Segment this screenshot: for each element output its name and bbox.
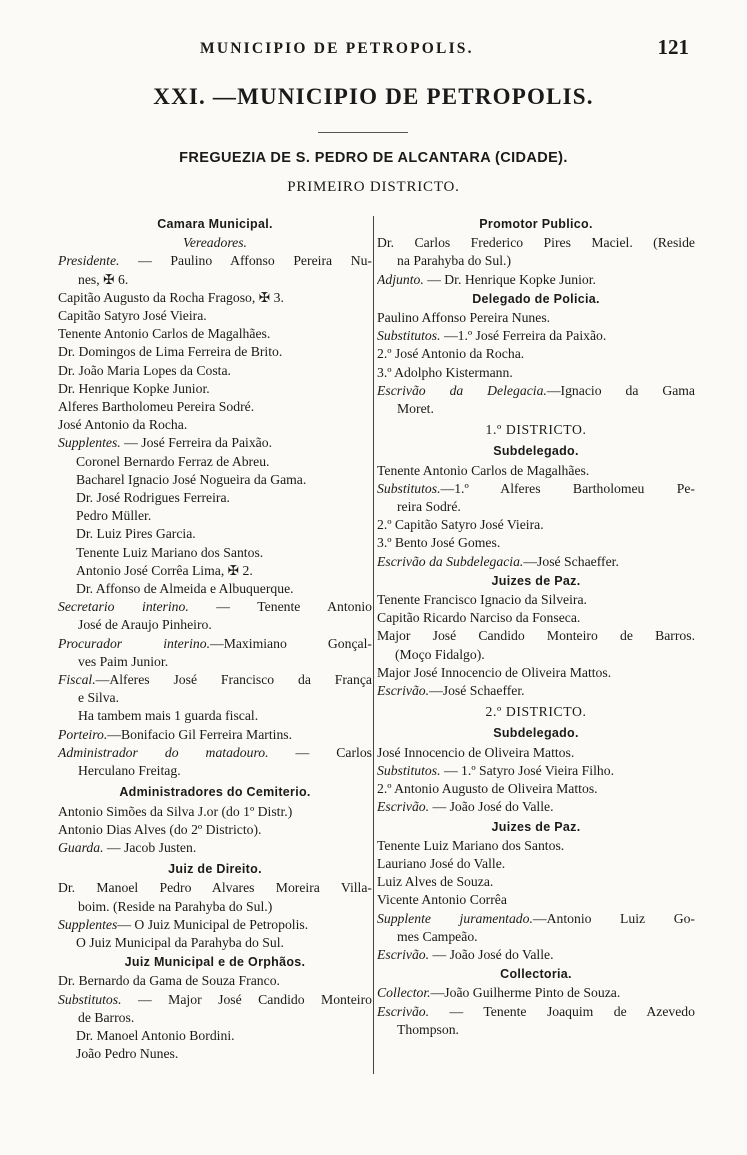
entry-jd-supplentes-cont: O Juiz Municipal da Parahyba do Sul.	[76, 934, 284, 950]
label-supplentes: Supplentes.	[58, 435, 121, 451]
label-collector: Collector.	[377, 985, 431, 1001]
entry-vereador: Dr. Domingos de Lima Ferreira de Brito.	[58, 344, 283, 360]
text-supplentes: — José Ferreira da Paixão.	[120, 435, 273, 451]
entry-supplente: Bacharel Ignacio José Nogueira da Gama.	[76, 471, 307, 487]
text-coll-escrivao: — Tenente Joaquim de Azevedo	[429, 1003, 695, 1019]
entry-juiz-paz: Lauriano José do Valle.	[377, 855, 506, 871]
entry-vereador: Alferes Bartholomeu Pereira Sodré.	[58, 399, 255, 415]
entry-presidente-cont: nes, ✠ 6.	[78, 271, 129, 287]
entry-vereador: José Antonio da Rocha.	[58, 417, 188, 433]
entry-adjunto	[377, 271, 695, 289]
label-porteiro: Porteiro.	[58, 726, 108, 742]
entry-jp1-escrivao	[377, 682, 695, 700]
title-rule	[318, 132, 408, 133]
label-jm-substitutos: Substitutos.	[58, 991, 122, 1007]
subheading-vereadores: Vereadores.	[183, 235, 247, 251]
entry-juiz-paz: Tenente Luiz Mariano dos Santos.	[377, 837, 565, 853]
entry-supplente: Coronel Bernardo Ferraz de Abreu.	[76, 453, 270, 469]
entry-sd1-substitutos	[377, 480, 695, 498]
label-sd1-substitutos: Substitutos.	[377, 480, 441, 496]
running-title: MUNICIPIO DE PETROPOLIS.	[200, 40, 474, 57]
section-heading-cemiterio: Administradores do Cemiterio.	[119, 785, 311, 800]
entry-procurador	[58, 635, 372, 653]
left-column	[58, 214, 372, 1063]
entry-juiz-paz: Major José Candido Monteiro de Barros.	[377, 628, 695, 644]
text-jp2-escrivao: — João José do Valle.	[429, 946, 554, 962]
district-title: PRIMEIRO DISTRICTO.	[287, 179, 460, 195]
entry-guarda	[58, 839, 372, 857]
text-collector: —João Guilherme Pinto de Souza.	[430, 985, 621, 1001]
entry-d-escrivao-cont: Moret.	[397, 401, 434, 417]
text-adjunto: — Dr. Henrique Kopke Junior.	[423, 271, 596, 287]
section-heading-juizes-paz-1: Juizes de Paz.	[491, 573, 581, 588]
district-heading-2: 2.º DISTRICTO.	[485, 704, 587, 720]
label-adjunto: Adjunto.	[377, 271, 424, 287]
entry-juiz-paz-cont: (Moço Fidalgo).	[395, 646, 485, 662]
entry-jm-substitutos-cont: de Barros.	[78, 1009, 135, 1025]
label-jd-supplentes: Supplentes	[58, 916, 118, 932]
text-sd1-substitutos: —1.º Alferes Bartholomeu Pe-	[440, 480, 695, 496]
entry-delegado: Paulino Affonso Pereira Nunes.	[377, 310, 551, 326]
text-sd2-escrivao: — João José do Valle.	[429, 799, 554, 815]
label-jp1-escrivao: Escrivão.	[377, 683, 430, 699]
entry-supplente: Tenente Luiz Mariano dos Santos.	[76, 544, 264, 560]
entry-subdelegado: Tenente Antonio Carlos de Magalhães.	[377, 462, 590, 478]
entry-cemiterio: Antonio Simões da Silva J.or (do 1º Distr.)	[58, 803, 293, 819]
entry-sd1-substituto: 3.º Bento José Gomes.	[377, 535, 501, 551]
page-number: 121	[657, 35, 689, 59]
section-heading-promotor: Promotor Publico.	[479, 217, 593, 231]
label-sd2-substitutos: Substitutos.	[377, 762, 441, 778]
entry-juiz-paz: Vicente Antonio Corrêa	[377, 892, 507, 908]
entry-sd1-substituto: 2.º Capitão Satyro José Vieira.	[377, 517, 544, 533]
entry-d-substituto: 3.º Adolpho Kistermann.	[377, 364, 513, 380]
entry-supplente: Dr. José Rodrigues Ferreira.	[76, 490, 230, 506]
entry-d-substitutos	[377, 327, 695, 345]
text-d-escrivao: —Ignacio da Gama	[546, 382, 695, 398]
chapter-title: XXI. —MUNICIPIO DE PETROPOLIS.	[153, 84, 594, 109]
entry-coll-escrivao	[377, 1003, 695, 1021]
entry-vereador: Tenente Antonio Carlos de Magalhães.	[58, 326, 271, 342]
entry-supplentes	[58, 434, 372, 452]
entry-vereador: Dr. João Maria Lopes da Costa.	[58, 362, 231, 378]
entry-sd1-escrivao	[377, 553, 695, 571]
entry-supplente: Pedro Müller.	[76, 508, 152, 524]
entry-procurador-cont: ves Paim Junior.	[78, 653, 169, 669]
entry-juiz-paz: Tenente Francisco Ignacio da Silveira.	[377, 592, 587, 608]
entry-vereador: Capitão Satyro José Vieira.	[58, 308, 207, 324]
entry-juiz-direito-cont: boim. (Reside na Parahyba do Sul.)	[78, 898, 273, 914]
text-sd1-escrivao: —José Schaeffer.	[523, 553, 619, 569]
label-d-escrivao: Escrivão da Delegacia.	[377, 382, 547, 398]
entry-juiz-municipal: Dr. Bernardo da Gama de Souza Franco.	[58, 973, 280, 989]
section-heading-juiz-municipal: Juiz Municipal e de Orphãos.	[124, 955, 306, 970]
section-heading-subdelegado-2: Subdelegado.	[493, 726, 579, 741]
entry-jm-substitutos	[58, 991, 372, 1009]
section-heading-collectoria: Collectoria.	[500, 967, 572, 982]
entry-d-substituto: 2.º José Antonio da Rocha.	[377, 346, 525, 362]
text-sd2-substitutos: — 1.º Satyro José Vieira Filho.	[440, 762, 615, 778]
parish-title: FREGUEZIA DE S. PEDRO DE ALCANTARA (CIDADE).	[179, 150, 568, 166]
entry-secretario	[58, 598, 372, 616]
entry-fiscal-cont: e Silva.	[78, 690, 120, 706]
entry-coll-escrivao-cont: Thompson.	[397, 1021, 459, 1037]
text-jp1-escrivao: —José Schaeffer.	[429, 683, 525, 699]
section-heading-delegado: Delegado de Policia.	[472, 291, 600, 306]
entry-vereador: Dr. Henrique Kopke Junior.	[58, 380, 210, 396]
entry-fiscal	[58, 671, 372, 689]
entry-vereador: Capitão Augusto da Rocha Fragoso, ✠ 3.	[58, 289, 284, 305]
text-presidente: — Paulino Affonso Pereira Nu-	[119, 253, 372, 269]
text-guarda: — Jacob Justen.	[103, 839, 197, 855]
entry-sd1-substitutos-cont: reira Sodré.	[397, 499, 461, 515]
entry-jp2-supplente-cont: mes Campeão.	[397, 928, 478, 944]
text-jp2-supplente: —Antonio Luiz Go-	[532, 910, 695, 926]
entry-supplente: Dr. Affonso de Almeida e Albuquerque.	[76, 581, 294, 597]
entry-supplente: Dr. Luiz Pires Garcia.	[76, 526, 196, 542]
entry-fiscal-extra: Ha tambem mais 1 guarda fiscal.	[78, 708, 259, 724]
label-d-substitutos: Substitutos.	[377, 328, 441, 344]
label-administrador: Administrador do matadouro.	[58, 744, 269, 760]
text-fiscal: —Alferes José Francisco da França	[95, 672, 372, 688]
text-porteiro: —Bonifacio Gil Ferreira Martins.	[107, 726, 293, 742]
entry-jp2-escrivao	[377, 946, 695, 964]
entry-secretario-cont: José de Araujo Pinheiro.	[78, 617, 212, 633]
district-heading-1: 1.º DISTRICTO.	[485, 422, 587, 438]
entry-supplente: Antonio José Corrêa Lima, ✠ 2.	[76, 562, 253, 578]
label-guarda: Guarda.	[58, 839, 104, 855]
label-sd1-escrivao: Escrivão da Subdelegacia.	[377, 553, 524, 569]
label-secretario: Secretario interino.	[58, 599, 189, 615]
entry-jm-substituto: João Pedro Nunes.	[76, 1046, 179, 1062]
text-jm-substitutos: — Major José Candido Monteiro	[121, 991, 372, 1007]
entry-d-escrivao	[377, 382, 695, 400]
label-coll-escrivao: Escrivão.	[377, 1003, 430, 1019]
entry-juiz-paz: Luiz Alves de Souza.	[377, 874, 494, 890]
entry-juiz-paz: Capitão Ricardo Narciso da Fonseca.	[377, 610, 581, 626]
text-secretario: — Tenente Antonio	[188, 599, 373, 615]
label-sd2-escrivao: Escrivão.	[377, 799, 430, 815]
entry-juiz-direito: Dr. Manoel Pedro Alvares Moreira Villa-	[58, 880, 372, 896]
section-heading-juiz-direito: Juiz de Direito.	[168, 862, 262, 877]
label-fiscal: Fiscal.	[58, 672, 96, 688]
entry-administrador	[58, 744, 372, 762]
right-column	[377, 214, 695, 1039]
label-jp2-escrivao: Escrivão.	[377, 946, 430, 962]
entry-presidente	[58, 252, 372, 270]
section-heading-subdelegado-1: Subdelegado.	[493, 444, 579, 459]
section-heading-juizes-paz-2: Juizes de Paz.	[491, 819, 581, 834]
entry-subdelegado: José Innocencio de Oliveira Mattos.	[377, 744, 575, 760]
entry-sd2-escrivao	[377, 798, 695, 816]
entry-juiz-paz: Major José Innocencio de Oliveira Mattos.	[377, 664, 612, 680]
entry-promotor: Dr. Carlos Frederico Pires Maciel. (Reside	[377, 235, 695, 251]
entry-jp2-supplente	[377, 910, 695, 928]
entry-jd-supplentes	[58, 916, 372, 934]
entry-porteiro	[58, 726, 372, 744]
entry-collector	[377, 984, 695, 1002]
entry-promotor-cont: na Parahyba do Sul.)	[397, 253, 512, 269]
entry-sd2-substitutos	[377, 762, 695, 780]
text-jd-supplentes: — O Juiz Municipal de Petropolis.	[117, 916, 309, 932]
label-jp2-supplente: Supplente juramentado.	[377, 910, 533, 926]
entry-jm-substituto: Dr. Manoel Antonio Bordini.	[76, 1027, 235, 1043]
column-divider	[373, 216, 374, 1074]
text-procurador: —Maximiano Gonçal-	[210, 635, 372, 651]
section-heading-camara: Camara Municipal.	[157, 217, 273, 231]
entry-sd2-substituto: 2.º Antonio Augusto de Oliveira Mattos.	[377, 781, 598, 797]
text-d-substitutos: —1.º José Ferreira da Paixão.	[440, 328, 607, 344]
entry-cemiterio: Antonio Dias Alves (do 2º Districto).	[58, 821, 262, 837]
entry-administrador-cont: Herculano Freitag.	[78, 763, 181, 779]
label-presidente: Presidente.	[58, 253, 120, 269]
text-administrador: — Carlos	[268, 744, 372, 760]
label-procurador: Procurador interino.	[58, 635, 210, 651]
